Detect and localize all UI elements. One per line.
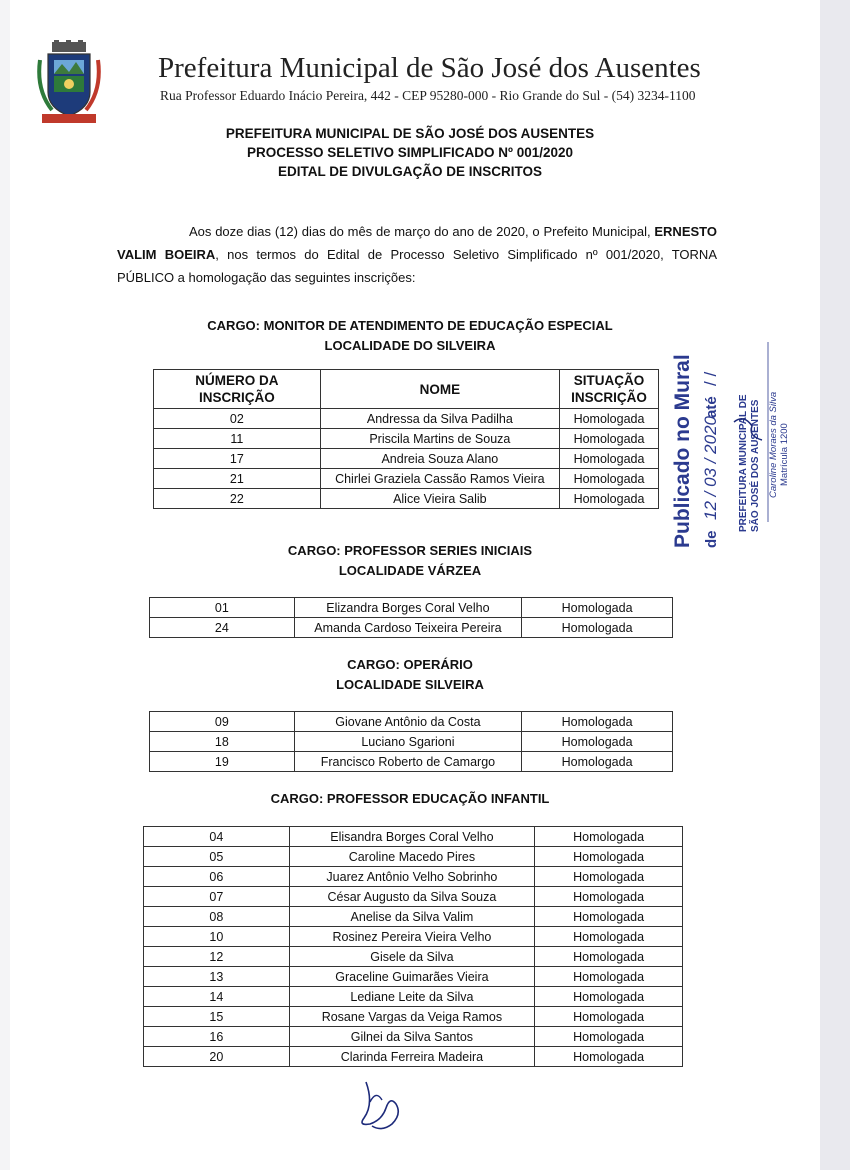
stamp-from-label: de: [703, 530, 720, 548]
cell-number: 07: [144, 887, 290, 907]
cell-number: 20: [144, 1047, 290, 1067]
cell-number: 14: [144, 987, 290, 1007]
table-row: [144, 1007, 683, 1027]
cell-number: 05: [144, 847, 290, 867]
cell-number: 13: [144, 967, 290, 987]
section-title: [110, 789, 710, 809]
cell-status: Homologada: [535, 1027, 683, 1047]
cell-status: Homologada: [535, 1047, 683, 1067]
cell-status: Homologada: [535, 827, 683, 847]
cell-name: Anelise da Silva Valim: [289, 907, 535, 927]
cell-status: Homologada: [560, 429, 659, 449]
cell-number: 24: [150, 618, 295, 638]
table-row: [144, 1047, 683, 1067]
cell-number: 09: [150, 712, 295, 732]
cell-name: Andressa da Silva Padilha: [320, 409, 559, 429]
section-cargo: CARGO: OPERÁRIO: [347, 657, 473, 672]
section-cargo: CARGO: MONITOR DE ATENDIMENTO DE EDUCAÇÃO ESPECIAL: [207, 318, 613, 333]
stamp-from-date: 12 / 03 / 2020: [701, 416, 720, 520]
cell-status: Homologada: [535, 987, 683, 1007]
cell-name: Luciano Sgarioni: [294, 732, 522, 752]
table-row: [150, 598, 673, 618]
cell-status: Homologada: [560, 449, 659, 469]
cell-number: 18: [150, 732, 295, 752]
cell-name: Andreia Souza Alano: [320, 449, 559, 469]
stamp-office-line2: SÃO JOSÉ DOS AUSENTES: [750, 399, 761, 532]
table-row: [150, 752, 673, 772]
stamp-clerk-name: Caroline Moraes da Silva: [768, 391, 779, 498]
cell-status: Homologada: [522, 618, 673, 638]
document-heading: [110, 124, 710, 181]
cell-status: Homologada: [560, 409, 659, 429]
table-row: [150, 732, 673, 752]
cell-status: Homologada: [535, 967, 683, 987]
table-row: [144, 867, 683, 887]
cell-number: 15: [144, 1007, 290, 1027]
registration-table: [149, 597, 673, 638]
registration-table: [149, 711, 673, 772]
section-localidade: LOCALIDADE SILVEIRA: [336, 677, 484, 692]
header-status: SITUAÇÃO INSCRIÇÃO: [560, 370, 659, 409]
cell-name: César Augusto da Silva Souza: [289, 887, 535, 907]
header-name: NOME: [320, 370, 559, 409]
table-row: [144, 987, 683, 1007]
cell-name: Gilnei da Silva Santos: [289, 1027, 535, 1047]
table-row: [144, 827, 683, 847]
section-title: [110, 655, 710, 695]
cell-number: 19: [150, 752, 295, 772]
cell-name: Juarez Antônio Velho Sobrinho: [289, 867, 535, 887]
cell-status: Homologada: [535, 867, 683, 887]
cell-name: Rosane Vargas da Veiga Ramos: [289, 1007, 535, 1027]
cell-status: Homologada: [535, 947, 683, 967]
heading-line-1: PREFEITURA MUNICIPAL DE SÃO JOSÉ DOS AUSENTES: [225, 126, 595, 141]
table-row: [144, 1027, 683, 1047]
cell-number: 11: [154, 429, 321, 449]
cell-name: Rosinez Pereira Vieira Velho: [289, 927, 535, 947]
cell-name: Alice Vieira Salib: [320, 489, 559, 509]
table-header-row: [154, 370, 659, 409]
cell-status: Homologada: [522, 598, 673, 618]
table-row: [144, 947, 683, 967]
cell-number: 22: [154, 489, 321, 509]
stamp-to-date: / /: [701, 371, 720, 386]
section-localidade: LOCALIDADE VÁRZEA: [338, 563, 482, 578]
municipal-crest-logo: [34, 40, 104, 126]
cell-name: Gisele da Silva: [289, 947, 535, 967]
section-localidade: LOCALIDADE DO SILVEIRA: [324, 338, 496, 353]
cell-name: Priscila Martins de Souza: [320, 429, 559, 449]
header-number: NÚMERO DA INSCRIÇÃO: [154, 370, 321, 409]
intro-text-2: , nos termos do Edital de Processo Seletivo Simplificado nº 001/2020, TORNA PÚBLICO a homologação das seguintes inscrições:: [117, 247, 717, 285]
section-cargo: CARGO: PROFESSOR SERIES INICIAIS: [287, 543, 533, 558]
cell-status: Homologada: [522, 752, 673, 772]
section-cargo: CARGO: PROFESSOR EDUCAÇÃO INFANTIL: [270, 791, 550, 806]
cell-number: 01: [150, 598, 295, 618]
cell-name: Giovane Antônio da Costa: [294, 712, 522, 732]
cell-name: Elisandra Borges Coral Velho: [289, 827, 535, 847]
table-row: [154, 489, 659, 509]
table-row: [144, 927, 683, 947]
stamp-to-label: até: [703, 396, 720, 418]
table-row: [154, 449, 659, 469]
cell-number: 17: [154, 449, 321, 469]
registration-table: [143, 826, 683, 1067]
cell-name: Clarinda Ferreira Madeira: [289, 1047, 535, 1067]
heading-line-2: PROCESSO SELETIVO SIMPLIFICADO Nº 001/2020: [246, 145, 574, 160]
handwritten-signature: [352, 1074, 412, 1134]
cell-status: Homologada: [560, 469, 659, 489]
intro-paragraph: [117, 220, 717, 289]
letterhead-title: Prefeitura Municipal de São José dos Ausentes: [158, 52, 701, 84]
cell-status: Homologada: [560, 489, 659, 509]
cell-name: Lediane Leite da Silva: [289, 987, 535, 1007]
table-row: [144, 907, 683, 927]
letterhead-address: Rua Professor Eduardo Inácio Pereira, 442 - CEP 95280-000 - Rio Grande do Sul - (54) 3234-1100: [160, 88, 696, 103]
table-row: [144, 847, 683, 867]
heading-line-3: EDITAL DE DIVULGAÇÃO DE INSCRITOS: [277, 164, 543, 179]
cell-name: Francisco Roberto de Camargo: [294, 752, 522, 772]
stamp-office-line1: PREFEITURA MUNICIPAL DE: [738, 394, 749, 532]
page-edge: [820, 0, 850, 1170]
cell-status: Homologada: [522, 732, 673, 752]
cell-status: Homologada: [535, 927, 683, 947]
stamp-clerk-id: Matrícula 1200: [779, 423, 790, 486]
cell-number: 02: [154, 409, 321, 429]
cell-status: Homologada: [535, 887, 683, 907]
stamp-title: Publicado no Mural: [671, 354, 694, 548]
cell-name: Caroline Macedo Pires: [289, 847, 535, 867]
cell-number: 12: [144, 947, 290, 967]
cell-number: 21: [154, 469, 321, 489]
section-title: [110, 541, 710, 581]
cell-number: 06: [144, 867, 290, 887]
cell-number: 04: [144, 827, 290, 847]
table-row: [150, 712, 673, 732]
intro-text-1: Aos doze dias (12) dias do mês de março do ano de 2020, o Prefeito Municipal,: [189, 224, 651, 239]
publication-stamp: [656, 322, 816, 552]
cell-name: Chirlei Graziela Cassão Ramos Vieira: [320, 469, 559, 489]
table-row: [144, 967, 683, 987]
cell-name: Graceline Guimarães Vieira: [289, 967, 535, 987]
registration-table: [153, 369, 659, 509]
cell-name: Amanda Cardoso Teixeira Pereira: [294, 618, 522, 638]
cell-status: Homologada: [522, 712, 673, 732]
cell-number: 08: [144, 907, 290, 927]
cell-number: 16: [144, 1027, 290, 1047]
table-row: [154, 429, 659, 449]
mayor-name: ERNESTO VALIM BOEIRA: [117, 224, 717, 262]
cell-name: Elizandra Borges Coral Velho: [294, 598, 522, 618]
section-title: [110, 316, 710, 356]
cell-status: Homologada: [535, 907, 683, 927]
table-row: [144, 887, 683, 907]
table-row: [154, 409, 659, 429]
cell-number: 10: [144, 927, 290, 947]
cell-status: Homologada: [535, 847, 683, 867]
table-row: [154, 469, 659, 489]
table-row: [150, 618, 673, 638]
cell-status: Homologada: [535, 1007, 683, 1027]
